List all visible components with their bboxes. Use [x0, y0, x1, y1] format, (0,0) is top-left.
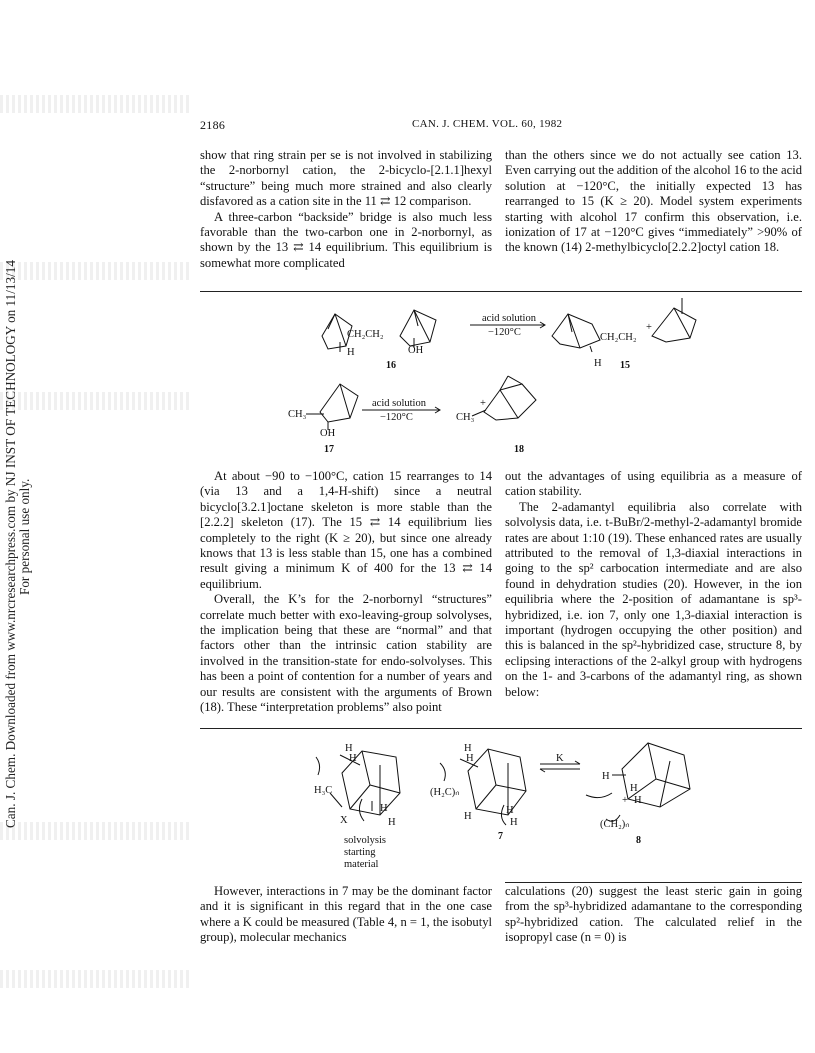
solvolysis-label-2: starting: [344, 847, 376, 858]
side-note-line1: Can. J. Chem. Downloaded from www.nrcresearchpress.com by NJ INST OF TECHNOLOGY on 11/13/14: [3, 260, 18, 828]
mid-right-column: [505, 469, 802, 700]
journal-header: CAN. J. CHEM. VOL. 60, 1982: [412, 118, 563, 130]
paragraph: show that ring strain per se is not involved in stabilizing the 2-norbornyl cation, the 2-bicyclo-[2.1.1]hexyl “structure” being much more strained and also clearly disfavored as a cation site in the 11 ⇄ 12 comparison.: [200, 148, 492, 209]
h3c-label: H₃C: [314, 785, 333, 796]
ch3-label: CH₃: [288, 409, 307, 420]
ch3-label-18: CH₃: [456, 412, 475, 423]
ch2n-label: (CH₂)ₙ: [600, 819, 630, 830]
k-label: K: [556, 753, 564, 764]
paragraph: Overall, the K’s for the 2-norbornyl “structures” correlate much better with exo-leaving-group solvolyses, the implication being that these are “normal” and that factors other than the intrinsic cation stability are involved in the transition-state for endo-solvolyses. This has been a point of contention for a number of years and our results are consistent with the arguments of Brown (18). These “interpretation problems” also point: [200, 592, 492, 715]
h-label-8b: H: [630, 783, 638, 794]
paragraph: than the others since we do not actually see cation 13. Even carrying out the addition of the alcohol 16 to the acid solution at −120°C, the initially expected 13 has rearranged to 15 (K ≥ 20). Model system experiments starting with alcohol 17 confirm this observation, i.e. ionization of 17 at −120°C gives “immediately” >90% of the known (14) 2-methylbicyclo[2.2.2]octyl cation 18.: [505, 148, 802, 255]
scheme-rule-top: [200, 291, 802, 292]
h-label-7a: H: [464, 743, 472, 754]
paragraph: calculations (20) suggest the least steric gain in going from the sp³-hybridized adamantane to the corresponding sp²-hybridized cation. The calculated relief in the isopropyl case (n = 0) is: [505, 884, 802, 945]
ch2ch2-label-15: CH₂CH₂: [600, 332, 637, 343]
h-label-7e: H: [510, 817, 518, 828]
norbornyl-ring-16b: [400, 310, 436, 348]
running-header: [200, 118, 802, 134]
h-label-b: H: [349, 753, 357, 764]
norbornyl-ring-17: [306, 384, 358, 430]
arrow-label-2b: −120°C: [380, 412, 413, 423]
column-rule-right: [505, 882, 802, 883]
oh-label: OH: [408, 345, 424, 356]
compound-15-number: 15: [620, 360, 630, 371]
top-right-column: [505, 148, 802, 256]
paragraph: At about −90 to −100°C, cation 15 rearranges to 14 (via 13 and a 1,4-H-shift) since a neutral bicyclo[3.2.1]octane skeleton is more stable than the [2.2.2] skeleton (17). The 15 ⇄ 14 equilibrium lies completely to the right (K ≥ 20), but since one already knows that 13 is less stable than 15, one has a combined result giving a minimum K of 400 for the 13 ⇄ 14 equilibrium.: [200, 469, 492, 591]
h-label-7b: H: [466, 753, 474, 764]
bottom-right-column: [505, 884, 802, 946]
page-number: 2186: [200, 118, 226, 132]
arrow-label-1: acid solution: [482, 313, 536, 324]
paragraph: A three-carbon “backside” bridge is also much less favorable than the two-carbon one in 2-norbornyl, as shown by the 13 ⇄ 14 equilibrium. This equilibrium is somewhat more complicated: [200, 209, 492, 270]
arrow-label-1b: −120°C: [488, 327, 521, 338]
scheme-2: [300, 735, 720, 870]
h-label: H: [347, 347, 355, 358]
cation-plus-8: +: [622, 795, 628, 806]
x-label: X: [340, 815, 348, 826]
bicyclooctyl-ring-15: [552, 314, 600, 352]
oh-label-17: OH: [320, 428, 336, 439]
scan-smudge: [0, 95, 190, 113]
paragraph: out the advantages of using equilibria as a measure of cation stability.: [505, 469, 802, 499]
norbornyl-ring-15: [652, 298, 696, 342]
download-side-note: [2, 230, 36, 830]
h-label-7c: H: [464, 811, 472, 822]
mid-left-column: [200, 469, 492, 716]
top-left-column: [200, 148, 492, 271]
compound-16-number: 16: [386, 360, 396, 371]
ch2ch2-label: CH₂CH₂: [347, 329, 384, 340]
compound-8-number: 8: [636, 835, 641, 846]
arrow-label-2: acid solution: [372, 398, 426, 409]
h-label-7d: H: [506, 805, 514, 816]
h-label-c: H: [380, 803, 388, 814]
h2cn-label: (H₂C)ₙ: [430, 787, 460, 798]
compound-17-number: 17: [324, 444, 334, 455]
solvolysis-label-3: material: [344, 859, 379, 870]
scheme-rule-2: [200, 728, 802, 729]
side-note-line2: For personal use only.: [17, 478, 32, 595]
paragraph: However, interactions in 7 may be the dominant factor and it is significant in this regard that in the one case where a K could be measured (Table 4, n = 1, the isobutyl group), molecular mechanics: [200, 884, 492, 945]
paragraph: The 2-adamantyl equilibria also correlate with solvolysis data, i.e. t-BuBr/2-methyl-2-adamantyl bromide rates are about 1:10 (19). These enhanced rates are usually attributed to the removal of 1,3-diaxial interactions in going to the sp² carbocation intermediate and are also found in dehydration studies (20). However, in the ion equilibria where the 2-position of adamantane is sp³-hybridized, i.e. ion 7, only one 1,3-diaxial interaction is important (hydrogen occupying the other position) and this is balanced in the sp²-hybridized case, structure 8, by eclipsing interactions of the 2-alkyl group with hydrogens on the 1- and 3-carbons of the adamantyl ring, as shown below:: [505, 499, 802, 699]
compound-18-number: 18: [514, 444, 524, 455]
compound-7-number: 7: [498, 831, 503, 842]
h-label-8c: H: [634, 795, 642, 806]
cation-plus: +: [646, 322, 652, 333]
scheme-1: [200, 294, 802, 464]
solvolysis-label-1: solvolysis: [344, 835, 387, 846]
h-label-15: H: [594, 358, 602, 369]
scan-smudge: [0, 970, 190, 988]
adamantyl-cation-8: [586, 743, 690, 821]
cation-plus-18: +: [480, 398, 486, 409]
h-label-a: H: [345, 743, 353, 754]
h-label-d: H: [388, 817, 396, 828]
bottom-left-column: [200, 884, 492, 946]
h-label-8a: H: [602, 771, 610, 782]
